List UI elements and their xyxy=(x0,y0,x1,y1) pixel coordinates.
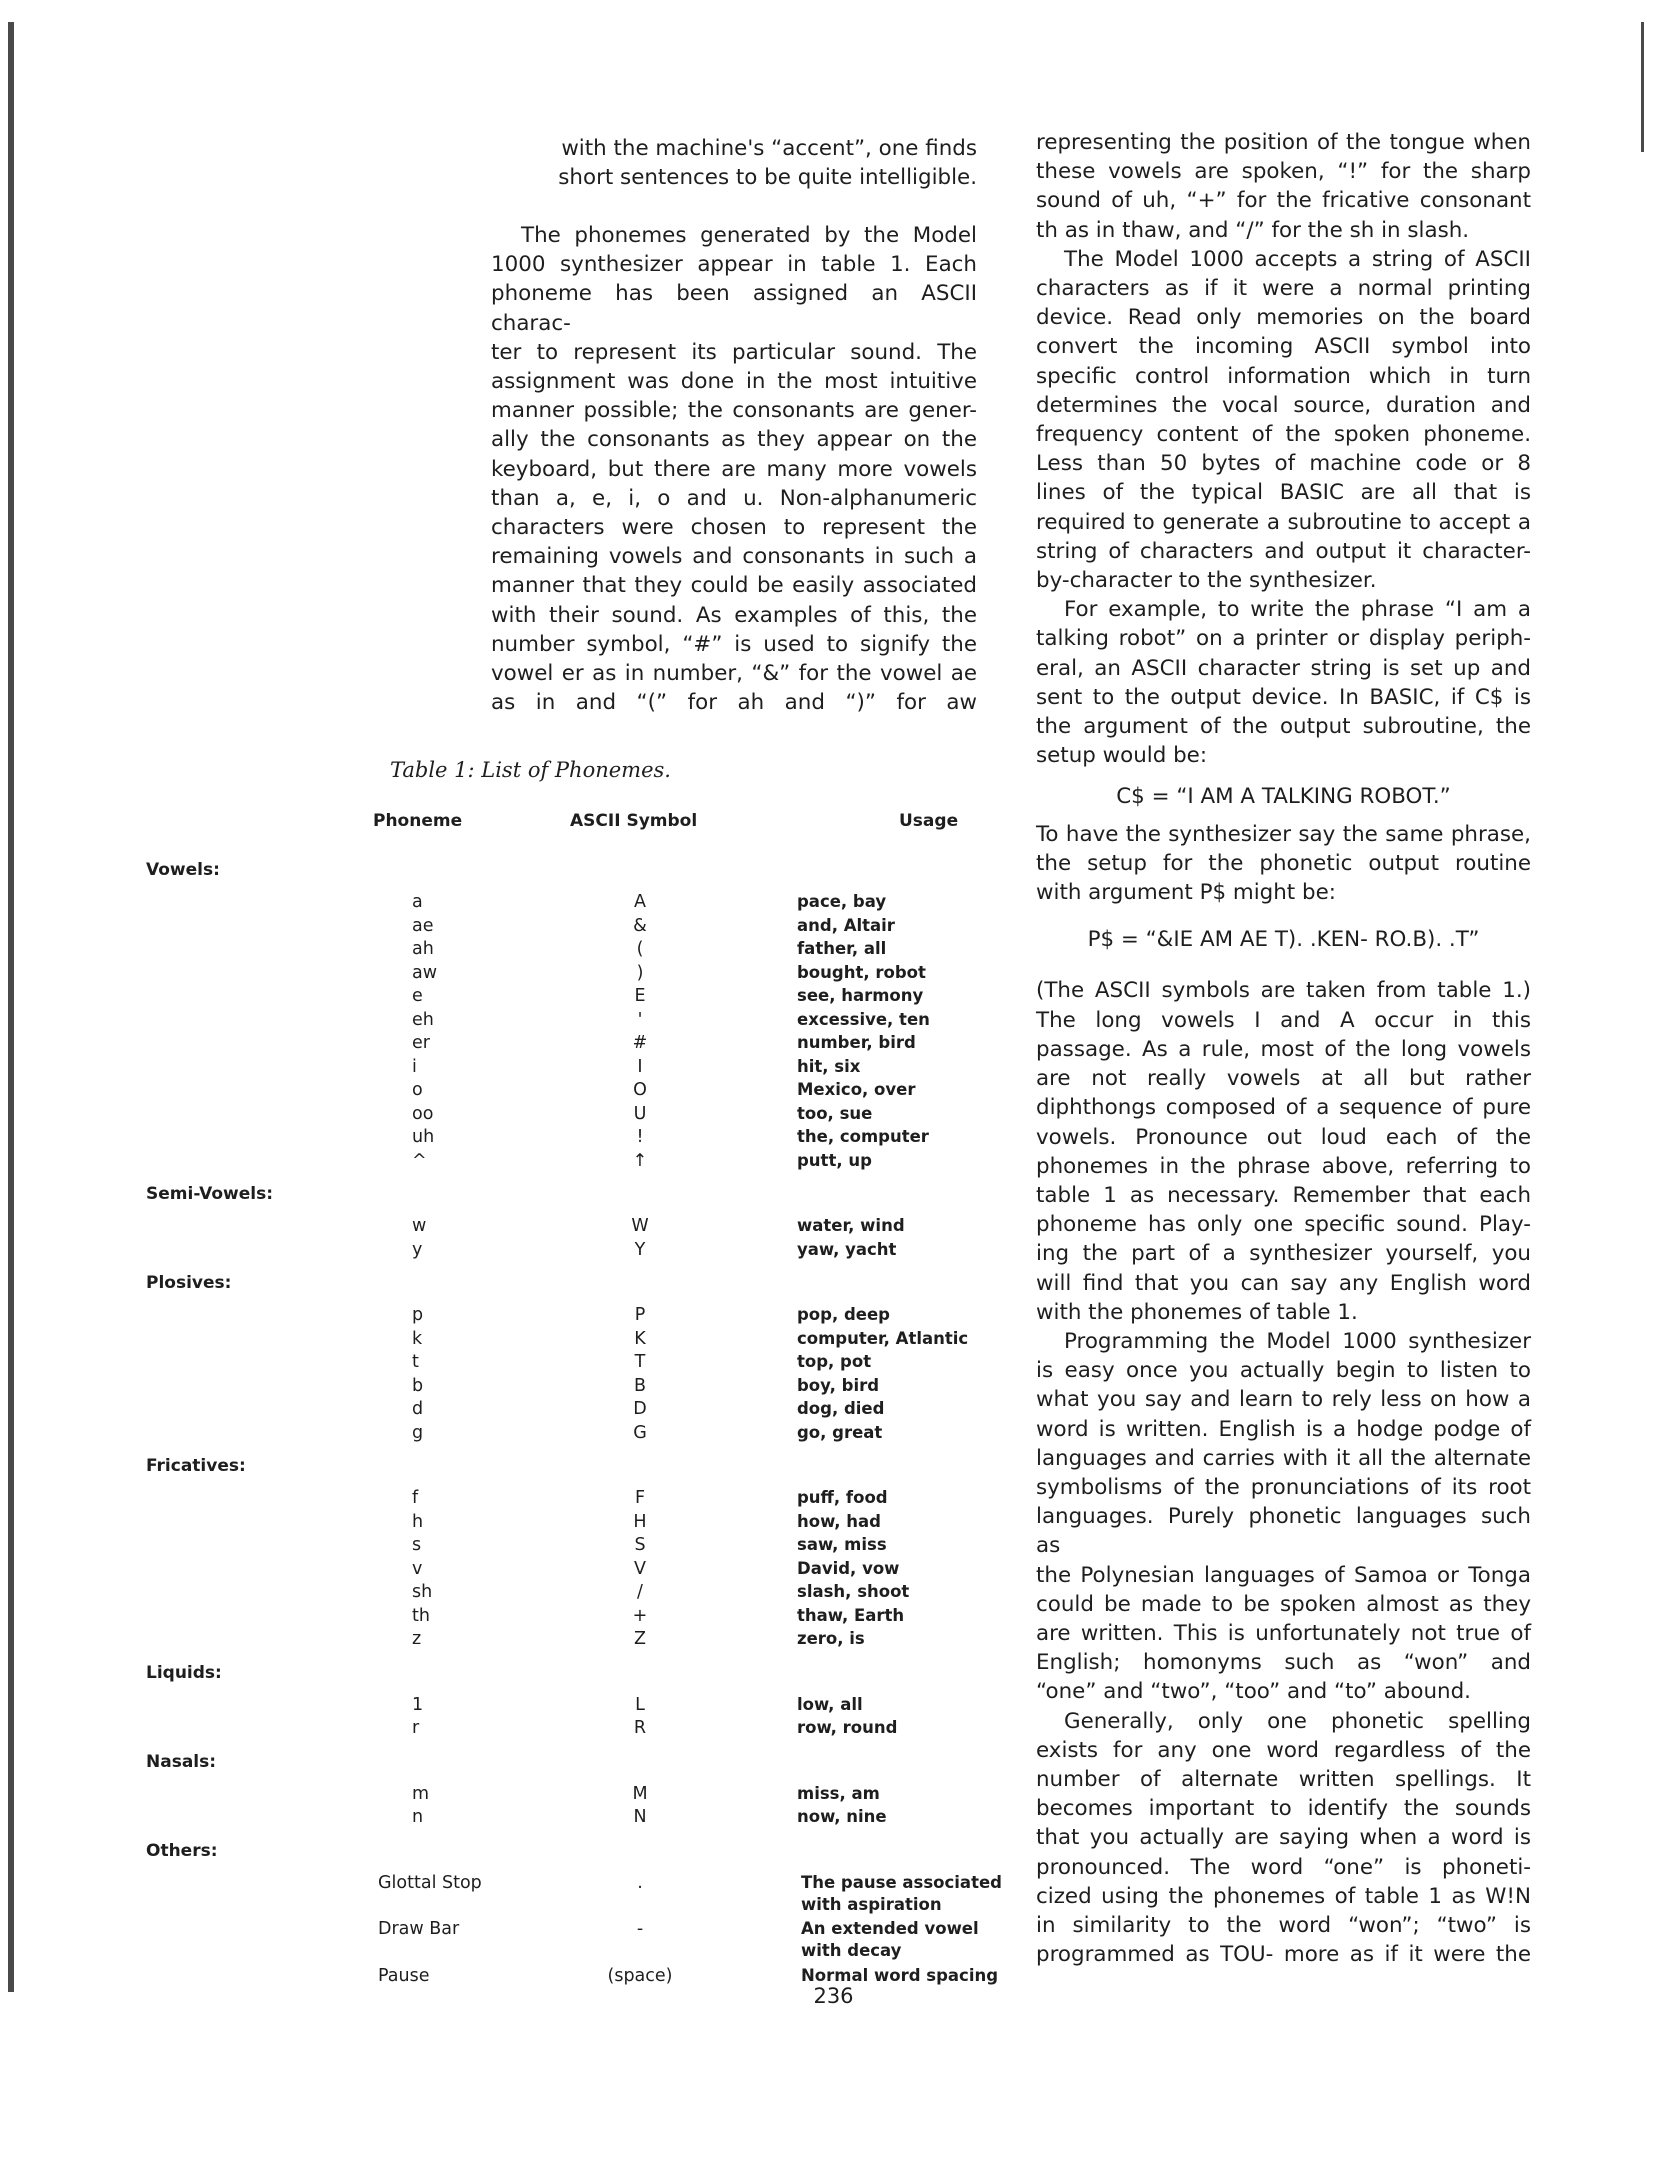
phoneme-cell: uh xyxy=(412,1127,435,1147)
phoneme-cell: ae xyxy=(412,915,434,936)
ascii-symbol-cell: ↑ xyxy=(632,1150,648,1171)
ascii-symbol-cell: S xyxy=(634,1535,646,1555)
text-line: string of characters and output it character- xyxy=(1036,538,1531,564)
page-number: 236 xyxy=(813,1984,854,2008)
ascii-symbol-cell: ' xyxy=(637,1009,643,1030)
usage-cell: hit, six xyxy=(797,1056,861,1076)
ascii-symbol-cell: M xyxy=(632,1783,648,1804)
text-line: English; homonyms such as “won” and xyxy=(1036,1650,1531,1676)
usage-cell: yaw, yacht xyxy=(797,1239,897,1259)
text-line: is easy once you actually begin to listen to xyxy=(1036,1358,1531,1384)
usage-cell: top, pot xyxy=(797,1352,872,1371)
phoneme-cell: s xyxy=(412,1535,422,1555)
code-line: C$ = “I AM A TALKING ROBOT.” xyxy=(1116,784,1451,810)
text-line: characters were chosen to represent the xyxy=(491,515,977,541)
text-line: with argument P$ might be: xyxy=(1036,880,1336,906)
usage-cell: too, sue xyxy=(797,1103,873,1123)
usage-cell: see, harmony xyxy=(797,986,924,1005)
text-line: Less than 50 bytes of machine code or 8 xyxy=(1036,451,1531,477)
text-line: table 1 as necessary. Remember that each xyxy=(1036,1182,1531,1208)
usage-cell: bought, robot xyxy=(797,962,926,982)
phoneme-cell: y xyxy=(412,1239,423,1260)
phoneme-cell: ^ xyxy=(412,1150,427,1171)
phoneme-cell: 1 xyxy=(412,1694,424,1715)
phoneme-cell: eh xyxy=(412,1009,434,1030)
phoneme-cell: k xyxy=(412,1328,423,1349)
phoneme-cell: Glottal Stop xyxy=(378,1872,482,1893)
usage-cell: putt, up xyxy=(797,1150,872,1170)
text-line: diphthongs composed of a sequence of pure xyxy=(1036,1095,1531,1121)
text-line: short sentences to be quite intelligible. xyxy=(558,165,977,191)
usage-cell: excessive, ten xyxy=(797,1009,930,1029)
ascii-symbol-cell: U xyxy=(633,1103,647,1124)
text-line: setup would be: xyxy=(1036,743,1208,769)
usage-cell: miss, am xyxy=(797,1783,880,1803)
text-line: these vowels are spoken, “!” for the sharp xyxy=(1036,159,1531,185)
text-line: ter to represent its particular sound. The xyxy=(491,339,977,365)
ascii-symbol-cell: H xyxy=(633,1511,647,1532)
ascii-symbol-cell: I xyxy=(637,1056,643,1077)
ascii-symbol-cell: Y xyxy=(634,1239,646,1260)
usage-cell: David, vow xyxy=(797,1558,900,1578)
ascii-symbol-cell: G xyxy=(633,1422,647,1443)
usage-cell: low, all xyxy=(797,1694,863,1714)
phoneme-cell: oo xyxy=(412,1103,434,1124)
ascii-symbol-cell: ( xyxy=(636,939,644,959)
text-line: representing the position of the tongue when xyxy=(1036,130,1531,155)
phoneme-cell: f xyxy=(412,1488,419,1508)
phoneme-cell: a xyxy=(412,892,423,912)
text-line: word is written. English is a hodge podge of xyxy=(1036,1416,1531,1442)
text-line: number symbol, “#” is used to signify the xyxy=(491,631,977,657)
ascii-symbol-cell: # xyxy=(632,1033,648,1053)
text-line: sent to the output device. In BASIC, if C$ is xyxy=(1036,684,1531,710)
text-line: convert the incoming ASCII symbol into xyxy=(1036,334,1531,360)
phoneme-cell: Draw Bar xyxy=(378,1919,460,1939)
ascii-symbol-cell: ! xyxy=(636,1127,644,1147)
phoneme-cell: sh xyxy=(412,1582,433,1602)
ascii-symbol-cell: Z xyxy=(634,1629,646,1649)
text-line: For example, to write the phrase “I am a xyxy=(1064,597,1531,623)
ascii-symbol-cell: L xyxy=(635,1694,645,1715)
ascii-symbol-cell: E xyxy=(634,986,646,1006)
ascii-symbol-cell: V xyxy=(634,1558,646,1579)
table-category-label: Semi-Vowels: xyxy=(146,1184,274,1204)
phoneme-cell: n xyxy=(412,1807,424,1827)
text-line: The Model 1000 accepts a string of ASCII xyxy=(1064,246,1531,272)
usage-cell: Mexico, over xyxy=(797,1080,916,1099)
text-line: talking robot” on a printer or display periph- xyxy=(1036,626,1531,652)
text-line: required to generate a subroutine to accept a xyxy=(1036,509,1531,535)
column-1-paragraph xyxy=(491,221,977,717)
text-line: exists for any one word regardless of the xyxy=(1036,1737,1531,1763)
text-line: Generally, only one phonetic spelling xyxy=(1064,1708,1531,1734)
text-line: vowels. Pronounce out loud each of the xyxy=(1036,1124,1531,1150)
text-line: device. Read only memories on the board xyxy=(1036,305,1531,331)
ascii-symbol-cell: P xyxy=(634,1305,646,1325)
usage-cell: dog, died xyxy=(797,1399,885,1418)
text-line: Programming the Model 1000 synthesizer xyxy=(1064,1328,1531,1354)
phoneme-cell: i xyxy=(412,1056,417,1077)
usage-cell: computer, Atlantic xyxy=(797,1328,969,1348)
ascii-symbol-cell: B xyxy=(633,1375,646,1396)
text-line: sound of uh, “+” for the fricative consonant xyxy=(1036,188,1531,214)
table-category-label: Vowels: xyxy=(146,860,220,880)
text-line: 1000 synthesizer appear in table 1. Each xyxy=(491,252,977,278)
text-line: The phonemes generated by the Model xyxy=(521,223,977,248)
usage-cell: Normal word spacing xyxy=(801,1965,999,1985)
ascii-symbol-cell: & xyxy=(633,915,647,936)
text-line: The long vowels I and A occur in this xyxy=(1036,1007,1531,1033)
text-line: passage. As a rule, most of the long vowels xyxy=(1036,1036,1531,1062)
text-line: manner that they could be easily associated xyxy=(491,573,977,599)
usage-cell: how, had xyxy=(797,1511,881,1531)
phoneme-cell: b xyxy=(412,1375,424,1396)
phoneme-cell: th xyxy=(412,1605,430,1626)
table-caption: Table 1: List of Phonemes. xyxy=(390,758,671,782)
code-line: P$ = “&IE AM AE T). .KEN- RO.B). .T” xyxy=(1087,927,1480,953)
phoneme-cell: r xyxy=(412,1718,420,1738)
ascii-symbol-cell: R xyxy=(633,1718,647,1738)
phoneme-cell: d xyxy=(412,1399,424,1419)
text-line: eral, an ASCII character string is set up and xyxy=(1036,655,1531,681)
ascii-symbol-cell: O xyxy=(633,1080,647,1100)
text-line: keyboard, but there are many more vowels xyxy=(491,456,977,482)
phoneme-cell: e xyxy=(412,986,423,1006)
usage-cell: boy, bird xyxy=(797,1375,880,1395)
usage-cell: row, round xyxy=(797,1718,898,1737)
text-line: symbolisms of the pronunciations of its root xyxy=(1036,1474,1531,1500)
phoneme-cell: v xyxy=(412,1558,423,1579)
table-header-phoneme: Phoneme xyxy=(373,811,463,831)
table-category-label: Others: xyxy=(146,1840,218,1861)
text-line: by-character to the synthesizer. xyxy=(1036,568,1377,594)
usage-cell: thaw, Earth xyxy=(797,1605,905,1625)
phoneme-cell: z xyxy=(412,1629,422,1649)
phoneme-cell: aw xyxy=(412,962,438,983)
text-line: (The ASCII symbols are taken from table 1.) xyxy=(1036,978,1531,1004)
usage-cell: zero, is xyxy=(797,1629,865,1648)
phoneme-cell: Pause xyxy=(378,1965,430,1986)
phoneme-cell: p xyxy=(412,1305,424,1325)
ascii-symbol-cell: D xyxy=(633,1399,647,1419)
text-line: languages and carries with it all the alternate xyxy=(1036,1445,1531,1471)
text-line: with the phonemes of table 1. xyxy=(1036,1299,1358,1325)
usage-cell: An extended vowel with decay xyxy=(801,1919,979,1960)
text-line: lines of the typical BASIC are all that is xyxy=(1036,480,1531,506)
text-line: characters as if it were a normal printing xyxy=(1036,276,1531,302)
table-category-label: Nasals: xyxy=(146,1751,217,1772)
text-line: phoneme has been assigned an ASCII charac- xyxy=(491,281,977,336)
text-line: are not really vowels at all but rather xyxy=(1036,1066,1531,1092)
text-line: what you say and learn to rely less on how a xyxy=(1036,1387,1531,1413)
text-line: in similarity to the word “won”; “two” is xyxy=(1036,1912,1531,1938)
usage-cell: father, all xyxy=(797,939,887,958)
usage-cell: The pause associated with aspiration xyxy=(801,1872,1002,1914)
page-binding-edge-left xyxy=(8,22,14,1992)
table-category-label: Fricatives: xyxy=(146,1456,246,1476)
text-line: with their sound. As examples of this, the xyxy=(491,602,977,628)
phoneme-cell: t xyxy=(412,1352,419,1372)
ascii-symbol-cell: A xyxy=(634,892,646,912)
text-line: phoneme has only one specific sound. Play- xyxy=(1036,1212,1531,1238)
usage-cell: puff, food xyxy=(797,1488,888,1507)
text-line: “one” and “two”, “too” and “to” abound. xyxy=(1036,1679,1471,1705)
table-header-ascii: ASCII Symbol xyxy=(570,811,698,831)
text-line: manner possible; the consonants are gener- xyxy=(491,398,977,424)
text-line: frequency content of the spoken phoneme. xyxy=(1036,422,1531,448)
table-category-label: Plosives: xyxy=(146,1273,232,1293)
text-line: are written. This is unfortunately not true of xyxy=(1036,1620,1531,1646)
text-line: will find that you can say any English word xyxy=(1036,1270,1531,1296)
usage-cell: and, Altair xyxy=(797,915,895,935)
table-header-usage: Usage xyxy=(899,811,959,831)
ascii-symbol-cell: ) xyxy=(636,962,644,983)
phoneme-cell: g xyxy=(412,1422,424,1443)
text-line: as in and “(” for ah and “)” for aw xyxy=(491,690,977,716)
text-line: th as in thaw, and “/” for the sh in slash. xyxy=(1036,217,1470,243)
phoneme-cell: o xyxy=(412,1080,423,1100)
ascii-symbol-cell: T xyxy=(634,1352,646,1372)
text-line: determines the vocal source, duration and xyxy=(1036,392,1531,418)
phoneme-cell: m xyxy=(412,1783,430,1804)
usage-cell: pop, deep xyxy=(797,1305,890,1324)
text-line: vowel er as in number, “&” for the vowel ae xyxy=(491,661,977,687)
usage-cell: pace, bay xyxy=(797,892,887,911)
text-line: cized using the phonemes of table 1 as W!N xyxy=(1036,1883,1531,1909)
ascii-symbol-cell: - xyxy=(636,1919,644,1939)
text-line: specific control information which in turn xyxy=(1036,363,1531,389)
text-line: the setup for the phonetic output routine xyxy=(1036,850,1531,876)
usage-cell: slash, shoot xyxy=(797,1582,910,1601)
usage-cell: go, great xyxy=(797,1422,883,1442)
ascii-symbol-cell: + xyxy=(632,1605,648,1626)
text-line: becomes important to identify the sounds xyxy=(1036,1796,1531,1822)
ascii-symbol-cell: N xyxy=(633,1807,647,1827)
text-line: ally the consonants as they appear on the xyxy=(491,427,977,453)
table-category-label: Liquids: xyxy=(146,1662,222,1683)
text-line: that you actually are saying when a word is xyxy=(1036,1825,1531,1851)
text-line: remaining vowels and consonants in such a xyxy=(491,544,977,570)
text-line: could be made to be spoken almost as they xyxy=(1036,1591,1531,1617)
usage-cell: number, bird xyxy=(797,1033,916,1052)
usage-cell: now, nine xyxy=(797,1807,887,1826)
intro-paragraph xyxy=(491,134,977,192)
phoneme-cell: er xyxy=(412,1033,430,1053)
ascii-symbol-cell: K xyxy=(634,1328,646,1349)
text-line: the Polynesian languages of Samoa or Tonga xyxy=(1036,1562,1531,1588)
text-line: the argument of the output subroutine, the xyxy=(1036,714,1531,740)
text-line: number of alternate written spellings. It xyxy=(1036,1766,1531,1792)
ascii-symbol-cell: W xyxy=(631,1216,649,1236)
ascii-symbol-cell: F xyxy=(634,1488,646,1508)
text-line: pronounced. The word “one” is phoneti- xyxy=(1036,1854,1531,1880)
text-line: languages. Purely phonetic languages such as xyxy=(1036,1504,1531,1559)
text-line: programmed as TOU- more as if it were the xyxy=(1036,1942,1531,1968)
usage-cell: the, computer xyxy=(797,1127,929,1146)
phoneme-cell: w xyxy=(412,1216,427,1236)
column-2-text xyxy=(1036,128,1531,1969)
text-line: ing the part of a synthesizer yourself, you xyxy=(1036,1241,1531,1267)
ascii-symbol-cell: / xyxy=(637,1582,643,1602)
usage-cell: saw, miss xyxy=(797,1535,887,1554)
usage-cell: water, wind xyxy=(797,1216,905,1235)
ascii-symbol-cell: (space) xyxy=(607,1965,673,1986)
text-line: To have the synthesizer say the same phrase, xyxy=(1036,821,1531,847)
phoneme-cell: ah xyxy=(412,939,434,959)
text-line: with the machine's “accent”, one finds xyxy=(561,136,977,161)
text-line: phonemes in the phrase above, referring to xyxy=(1036,1153,1531,1179)
page-binding-edge-right xyxy=(1641,22,1644,152)
text-line: than a, e, i, o and u. Non-alphanumeric xyxy=(491,485,977,511)
ascii-symbol-cell: . xyxy=(637,1872,643,1893)
text-line: assignment was done in the most intuitive xyxy=(491,369,977,395)
phoneme-cell: h xyxy=(412,1511,424,1532)
